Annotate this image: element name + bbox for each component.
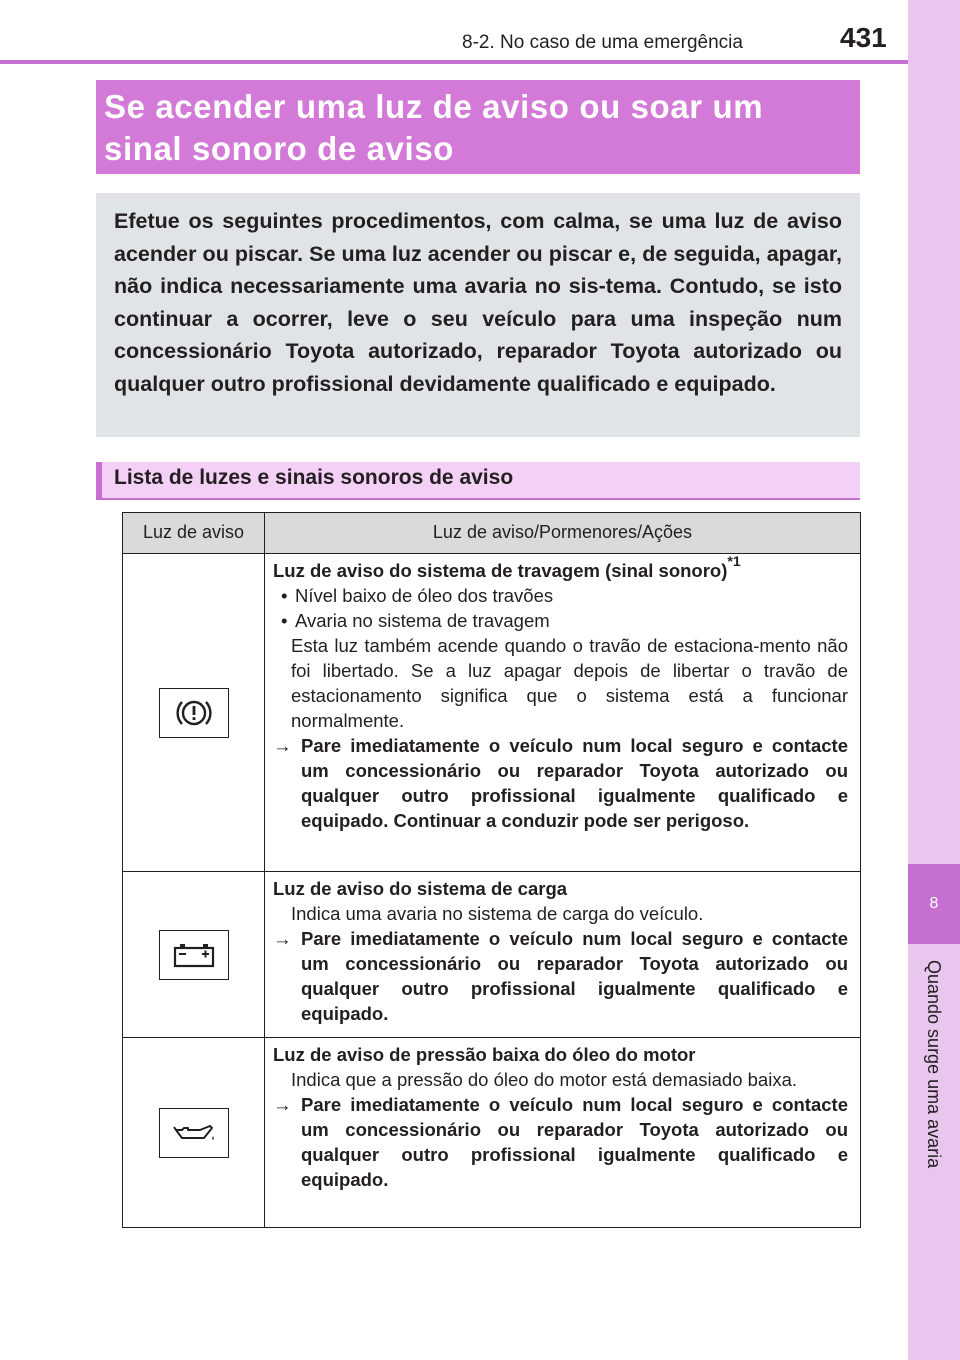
arrow-icon: → (273, 928, 292, 949)
subtitle: Lista de luzes e sinais sonoros de aviso (114, 466, 514, 489)
chapter-number: 8 (908, 864, 960, 944)
warning-lights-table (122, 512, 861, 1228)
row-detail: Indica que a pressão do óleo do motor está demasiado baixa. (291, 1069, 797, 1090)
arrow-icon: → (273, 1094, 292, 1115)
footnote-mark: *1 (727, 553, 741, 569)
table-row (123, 872, 860, 1038)
main-title: Se acender uma luz de aviso ou soar um sinal sonoro de aviso (104, 88, 764, 167)
table-header (123, 513, 860, 554)
table-cell-icon (123, 554, 265, 871)
row-title: Luz de aviso de pressão baixa do óleo do motor (273, 1044, 696, 1065)
page-number: 431 (840, 22, 887, 53)
subtitle-box (96, 462, 860, 500)
table-row (123, 554, 860, 872)
main-title-box (96, 80, 860, 174)
row-detail: Esta luz também acende quando o travão de estaciona-mento não foi libertado. Se a luz apagar depois de libertar o travão de estacionamento significa que o sistema está a funcionar normalmente. (291, 635, 848, 731)
row-action (273, 926, 848, 1026)
table-cell-details (265, 1038, 860, 1227)
row-title (273, 553, 848, 583)
intro-box (96, 193, 860, 437)
table-cell-details (265, 554, 860, 871)
table-cell-details (265, 872, 860, 1037)
list-item: • Avaria no sistema de travagem (273, 608, 848, 633)
section-heading: 8-2. No caso de uma emergência (462, 32, 743, 53)
table-row (123, 1038, 860, 1227)
row-title-text: Luz de aviso do sistema de travagem (sinal sonoro) (273, 560, 728, 581)
intro-text: Efetue os seguintes procedimentos, com calma, se uma luz de aviso acender ou piscar. Se uma luz acender ou piscar e, de seguida, apagar, não indica necessariamente uma avaria no sis-tema. Contudo, se isto continuar a ocorrer, leve o seu veículo para uma inspeção num concessionário Toyota autorizado, reparador Toyota autorizado ou qualquer outro profissional devidamente qualificado e equipado. (114, 209, 842, 396)
header-rule (0, 60, 908, 64)
arrow-icon: → (273, 735, 292, 756)
chapter-title: Quando surge uma avaria (924, 960, 944, 1169)
table-cell-icon (123, 1038, 265, 1227)
table-cell-icon (123, 872, 265, 1037)
row-title: Luz de aviso do sistema de carga (273, 878, 568, 899)
oil-pressure-icon (159, 1108, 229, 1158)
row-action-text: Pare imediatamente o veículo num local seguro e contacte um concessionário ou reparador Toyota autorizado ou qualquer outro profissional igualmente qualificado e equipado. Continuar a conduzir pode ser perigoso. (301, 735, 848, 831)
table-header-col2: Luz de aviso/Pormenores/Ações (432, 522, 693, 542)
row-action-text: Pare imediatamente o veículo num local seguro e contacte um concessionário ou reparador Toyota autorizado ou qualquer outro profissional igualmente qualificado e equipado. (301, 1094, 848, 1190)
row-detail: Indica uma avaria no sistema de carga do veículo. (291, 903, 704, 924)
list-item: • Nível baixo de óleo dos travões (273, 583, 848, 608)
row-action (273, 733, 848, 833)
row-action (273, 1092, 848, 1192)
table-header-col1: Luz de aviso (123, 513, 265, 553)
battery-icon (159, 930, 229, 980)
row-action-text: Pare imediatamente o veículo num local seguro e contacte um concessionário ou reparador Toyota autorizado ou qualquer outro profissional igualmente qualificado e equipado. (301, 928, 848, 1024)
brake-warning-icon (159, 688, 229, 738)
